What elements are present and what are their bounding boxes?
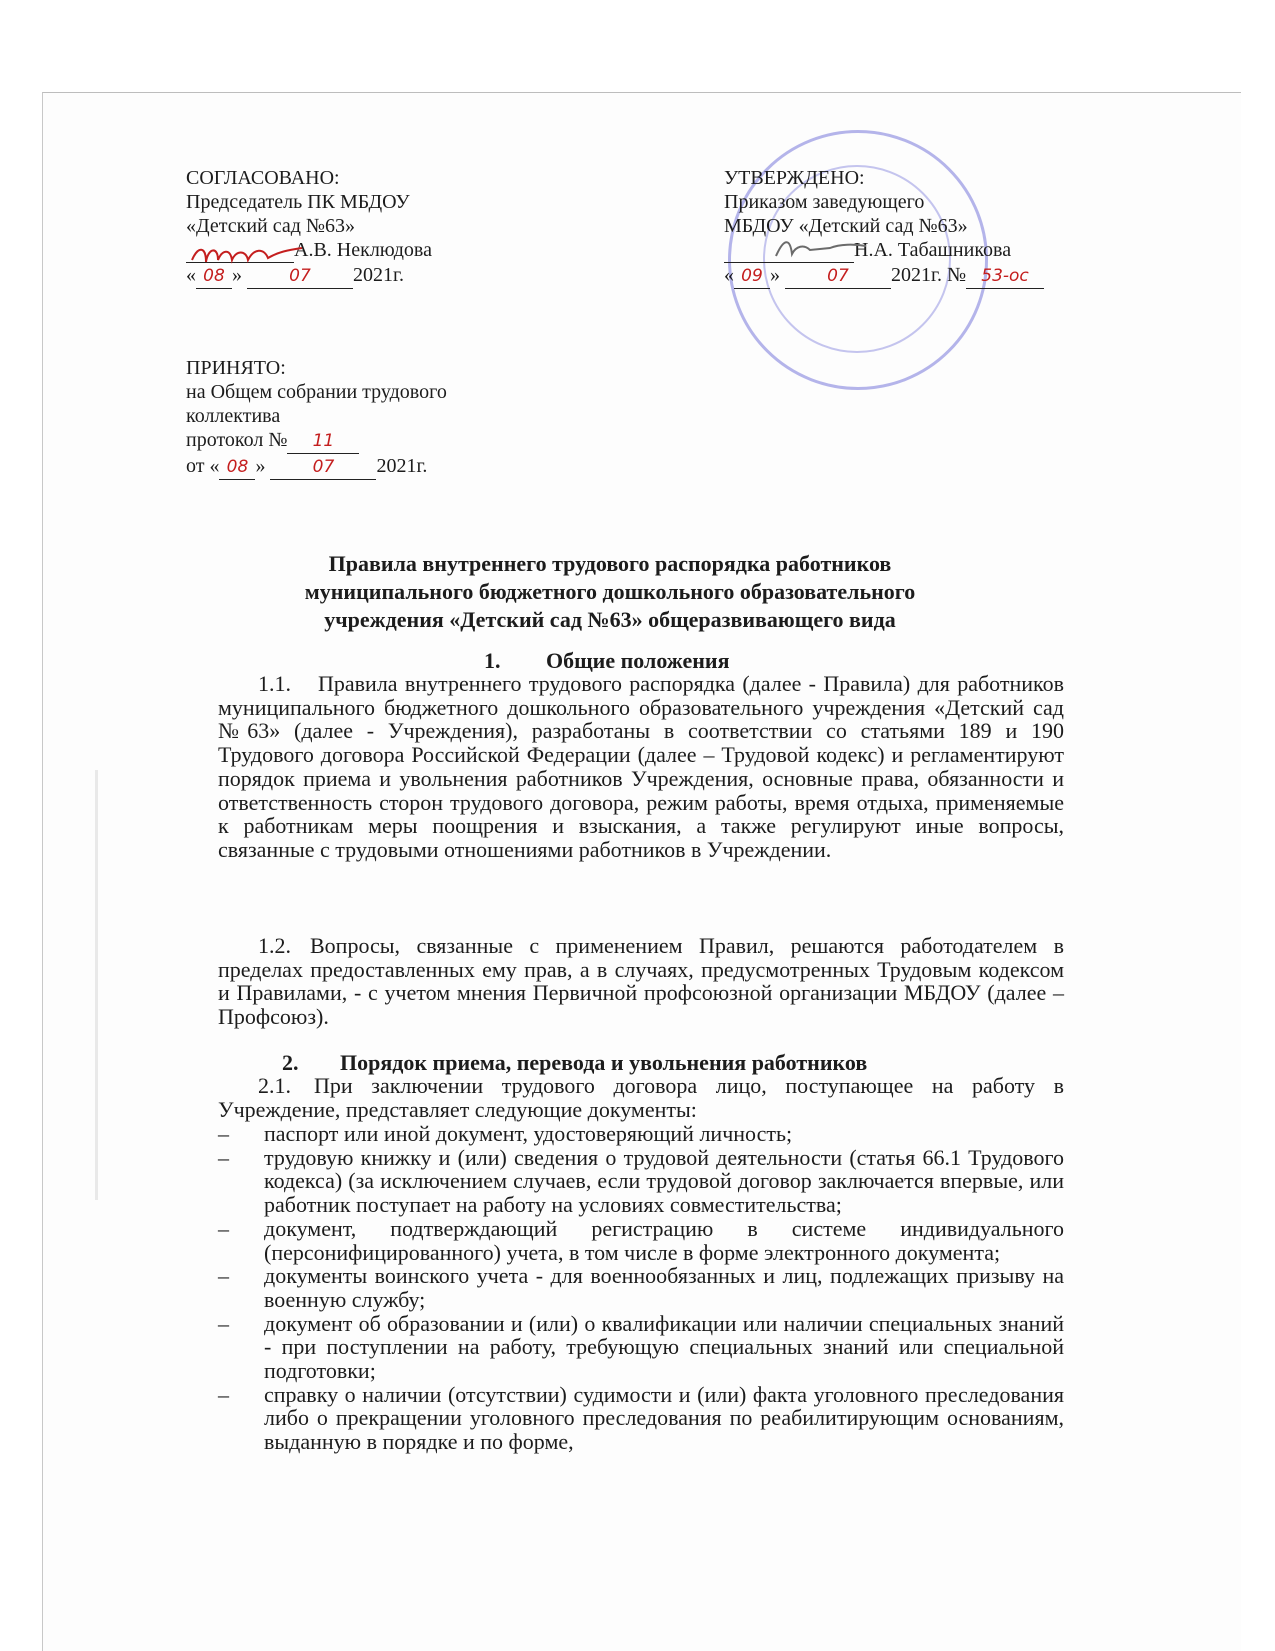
paragraph-2-1-number: 2.1. (258, 1073, 291, 1098)
accepted-date-line (186, 454, 447, 480)
paragraph-2-1-text: При заключении трудового договора лицо, поступающее на работу в Учреждение, представляет следующие документы: (218, 1073, 1064, 1122)
agreed-year: 2021г. (353, 264, 404, 286)
section-1-number: 1. (484, 648, 501, 673)
date-quote-open: « (186, 264, 196, 286)
list-dash: – (218, 1263, 229, 1289)
approved-heading: УТВЕРЖДЕНО: (724, 167, 865, 189)
list-item-text: документы воинского учета - для военнообязанных и лиц, подлежащих призыву на военную службу; (264, 1263, 1064, 1312)
agreed-signer-name: А.В. Неклюдова (294, 239, 432, 261)
section-2-title: Порядок приема, перевода и увольнения работников (340, 1050, 868, 1075)
section-2-number: 2. (282, 1050, 299, 1075)
paragraph-1-1-text: Правила внутреннего трудового распорядка (далее - Правила) для работников муниципального бюджетного дошкольного образовательного учреждения «Детский сад №63» (далее - Учреждения), разработаны в соответствии со статьями 189 и 190 Трудового договора Российской Федерации (далее – Трудовой кодекс) и регламентируют порядок приема и увольнения работников Учреждения, основные права, обязанности и ответственность сторон трудового договора, режим работы, время отдыха, применяемые к работникам меры поощрения и взыскания, а также регулируют иные вопросы, связанные с трудовыми отношениями работников в Учреждении. (218, 671, 1064, 862)
accepted-meeting: на Общем собрании трудового (186, 381, 447, 403)
list-dash: – (218, 1381, 229, 1407)
approved-day: 09 (734, 264, 770, 289)
paragraph-2-1 (218, 1074, 1064, 1121)
approved-date-line (724, 263, 1044, 289)
agreed-organization: «Детский сад №63» (186, 215, 356, 237)
list-item (218, 1383, 1064, 1454)
scan-margin (0, 0, 1275, 92)
date-quote-close: » (232, 264, 242, 286)
document-title (200, 550, 1020, 634)
list-item (218, 1122, 1064, 1146)
approved-year-number: 2021г. № (891, 264, 967, 286)
accepted-protocol-label: протокол № (186, 429, 288, 451)
list-item (218, 1217, 1064, 1264)
title-line-2: муниципального бюджетного дошкольного образовательного (304, 579, 916, 604)
list-item-text: справку о наличии (отсутствии) судимости и (или) факта уголовного преследования либо о прекращении уголовного преследования по реабилитирующим основаниям, выданную в порядке и по форме, (264, 1381, 1064, 1455)
paragraph-1-1 (218, 672, 1064, 862)
paragraph-1-2-number: 1.2. (258, 933, 291, 958)
accepted-day: 08 (219, 455, 255, 480)
accepted-heading: ПРИНЯТО: (186, 357, 286, 379)
agreed-position: Председатель ПК МБДОУ (186, 191, 410, 213)
list-item-text: документ об образовании и (или) о квалификации или наличии специальных знаний - при поступлении на работу, требующую специальных знаний или специальной подготовки; (264, 1310, 1064, 1384)
date-quote-close: » (255, 455, 266, 477)
list-item (218, 1146, 1064, 1217)
approved-organization: МБДОУ «Детский сад №63» (724, 215, 968, 237)
list-item-text: документ, подтверждающий регистрацию в системе индивидуального (персонифицированного) учета, в том числе в форме электронного документа; (264, 1215, 1064, 1265)
agreed-heading: СОГЛАСОВАНО: (186, 167, 340, 189)
accepted-collective: коллектива (186, 405, 281, 427)
approved-month: 07 (785, 264, 891, 289)
accepted-month: 07 (270, 455, 376, 480)
list-item (218, 1264, 1064, 1311)
accepted-protocol-number: 11 (287, 429, 359, 454)
accepted-block (186, 356, 447, 480)
paragraph-1-2 (218, 934, 1064, 1029)
accepted-protocol-line (186, 428, 447, 454)
approved-order-number: 53-ос (966, 264, 1044, 289)
list-item-text: трудовую книжку и (или) сведения о трудовой деятельности (статья 66.1 Трудового кодекса) (за исключением случаев, если трудовой договор заключается впервые, или работник поступает на работу на условиях совместительства; (264, 1144, 1064, 1218)
required-documents-list (218, 1122, 1064, 1454)
title-line-3: учреждения «Детский сад №63» общеразвивающего вида (324, 607, 896, 632)
binding-mark (95, 770, 98, 1200)
list-item (218, 1312, 1064, 1383)
list-dash: – (218, 1121, 229, 1146)
list-dash: – (218, 1310, 229, 1336)
agreed-signature (188, 238, 308, 272)
list-item-text: паспорт или иной документ, удостоверяющий личность; (264, 1121, 793, 1146)
approved-signature (770, 232, 870, 266)
accepted-year: 2021г. (376, 455, 428, 477)
paragraph-1-1-number: 1.1. (258, 671, 291, 696)
date-quote-open: « (724, 264, 734, 286)
approved-block (724, 166, 1044, 289)
approved-signer-name: Н.А. Табашникова (854, 239, 1012, 261)
approved-order: Приказом заведующего (724, 191, 925, 213)
agreed-month: 07 (247, 264, 353, 289)
title-line-1: Правила внутреннего трудового распорядка работников (328, 551, 892, 576)
section-1-title: Общие положения (546, 648, 730, 673)
date-quote-close: » (770, 264, 780, 286)
date-prefix: от « (186, 455, 220, 477)
paragraph-1-2-text: Вопросы, связанные с применением Правил, решаются работодателем в пределах предоставленных ему прав, а в случаях, предусмотренных Трудовым кодексом и Правилами, - с учетом мнения Первичной профсоюзной организации МБДОУ (далее – Профсоюз). (218, 933, 1064, 1030)
agreed-day: 08 (196, 264, 232, 289)
list-dash: – (218, 1144, 229, 1170)
list-dash: – (218, 1215, 229, 1241)
